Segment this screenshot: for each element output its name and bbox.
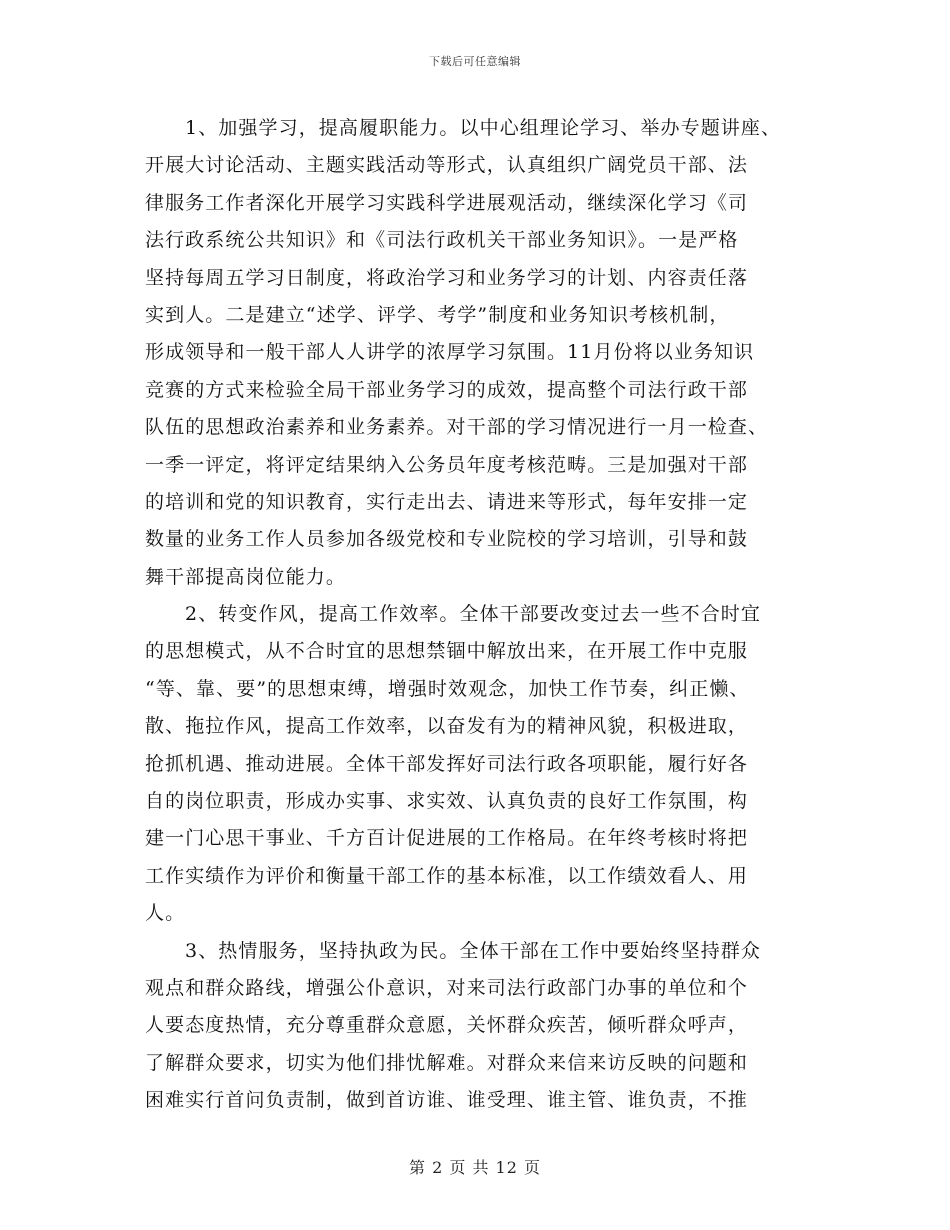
text-line: 困难实行首问负责制，做到首访谁、谁受理、谁主管、谁负责，不推 (145, 1089, 749, 1112)
text-line: 实到人。二是建立“述学、评学、考学”制度和业务知识考核机制， (145, 303, 730, 326)
text-line: 2、转变作风，提高工作效率。全体干部要改变过去一些不合时宜 (185, 603, 761, 626)
paragraph-2 (145, 596, 813, 933)
text-line: 了解群众要求，切实为他们排忧解难。对群众来信来访反映的问题和 (145, 1051, 749, 1074)
document-body (145, 110, 813, 1120)
text-line: 的培训和党的知识教育，实行走出去、请进来等形式，每年安排一定 (145, 490, 749, 513)
text-line: “等、靠、要”的思想束缚，增强时效观念，加快工作节奏，纠正懒、 (145, 677, 750, 700)
text-line: 建一门心思干事业、千方百计促进展的工作格局。在年终考核时将把 (145, 827, 749, 850)
paragraph-1 (145, 110, 813, 596)
text-line: 人。 (145, 902, 186, 925)
text-line: 3、热情服务，坚持执政为民。全体干部在工作中要始终坚持群众 (185, 939, 761, 962)
text-line: 一季一评定，将评定结果纳入公务员年度考核范畴。三是加强对干部 (145, 453, 749, 476)
text-line: 舞干部提高岗位能力。 (145, 565, 347, 588)
text-line: 的思想模式，从不合时宜的思想禁锢中解放出来，在开展工作中克服 (145, 640, 749, 663)
text-line: 数量的业务工作人员参加各级党校和专业院校的学习培训，引导和鼓 (145, 528, 749, 551)
text-line: 1、加强学习，提高履职能力。以中心组理论学习、举办专题讲座、 (185, 117, 782, 139)
text-line: 观点和群众路线，增强公仆意识，对来司法行政部门办事的单位和个 (145, 976, 749, 999)
page-header: 下载后可任意编辑 (429, 55, 521, 68)
text-line: 队伍的思想政治素养和业务素养。对干部的学习情况进行一月一检查、 (145, 416, 769, 439)
text-line: 坚持每周五学习日制度，将政治学习和业务学习的计划、内容责任落 (145, 266, 749, 289)
text-line: 自的岗位职责，形成办实事、求实效、认真负责的良好工作氛围，构 (145, 790, 749, 813)
text-line: 形成领导和一般干部人人讲学的浓厚学习氛围。11月份将以业务知识 (145, 341, 755, 364)
text-line: 散、拖拉作风，提高工作效率，以奋发有为的精神风貌，积极进取， (145, 715, 749, 738)
text-line: 人要态度热情，充分尊重群众意愿，关怀群众疾苦，倾听群众呼声， (145, 1014, 749, 1037)
text-line: 法行政系统公共知识》和《司法行政机关干部业务知识》。一是严格 (145, 229, 739, 252)
text-line: 律服务工作者深化开展学习实践科学进展观活动，继续深化学习《司 (145, 191, 749, 214)
text-line: 开展大讨论活动、主题实践活动等形式，认真组织广阔党员干部、法 (145, 154, 749, 177)
text-line: 工作实绩作为评价和衡量干部工作的基本标准，以工作绩效看人、用 (145, 864, 749, 887)
text-line: 抢抓机遇、推动进展。全体干部发挥好司法行政各项职能，履行好各 (145, 752, 749, 775)
page-number-footer: 第 2 页 共 12 页 (409, 1158, 541, 1177)
text-line: 竞赛的方式来检验全局干部业务学习的成效，提高整个司法行政干部 (145, 378, 749, 401)
paragraph-3 (145, 933, 813, 1120)
